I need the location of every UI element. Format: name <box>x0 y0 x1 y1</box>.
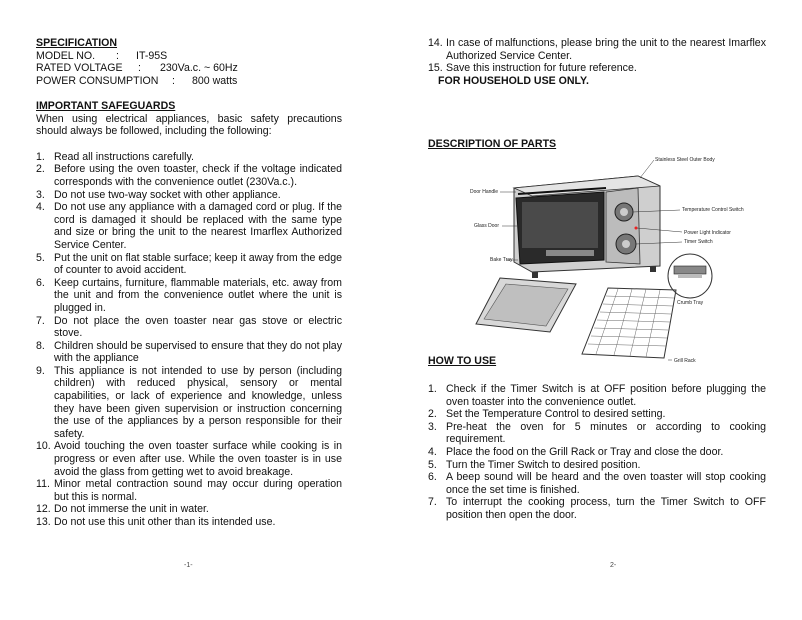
safeguard-item <box>36 163 342 188</box>
safeguard-item-number: 7. <box>36 314 45 327</box>
howto-step-text: Turn the Timer Switch to desired position. <box>446 458 641 471</box>
howto-step <box>428 459 766 472</box>
page-number-left: -1- <box>184 562 193 569</box>
safeguard-item-number: 11. <box>36 478 50 491</box>
label-bake-tray: Bake Tray <box>490 257 513 263</box>
safeguard-item <box>36 503 342 516</box>
safeguard-item-number: 9. <box>36 364 45 377</box>
safeguard-item <box>36 340 342 365</box>
howto-steps <box>428 383 766 522</box>
safeguard-item <box>36 365 342 441</box>
safeguard-item-text: This appliance is not intended to use by person (including children) with reduced physical, sensory or mental capabilities, or lack of experience and knowledge, unless they have been given supervision or instruction concerning the use of the appliances by a person responsible for their safety. <box>54 364 342 440</box>
safeguard-item-text: Before using the oven toaster, check if the voltage indicated corresponds with the convenience outlet (230Va.c.). <box>54 163 342 188</box>
safeguards-intro: When using electrical appliances, basic safety precautions should always be followed, including the following: <box>36 112 342 138</box>
label-timer: Timer Switch <box>684 239 713 245</box>
howto-step-number: 1. <box>428 383 437 395</box>
safeguard-item-number: 10. <box>36 440 51 453</box>
howto-step-number: 7. <box>428 496 437 509</box>
howto-step-number: 5. <box>428 458 437 471</box>
howto-step-text: Set the Temperature Control to desired setting. <box>446 408 666 421</box>
label-power-light: Power Light Indicator <box>684 230 731 236</box>
spec-heading: SPECIFICATION <box>36 37 118 49</box>
howto-step <box>428 408 766 421</box>
howto-step-number: 2. <box>428 408 437 421</box>
safeguard-item <box>36 201 342 251</box>
safeguard-item-text: Avoid touching the oven toaster surface while cooking is in progress or even after use. While the oven toaster is in use avoid the glass from getting wet to avoid breakage. <box>54 440 342 478</box>
household-note: FOR HOUSEHOLD USE ONLY. <box>438 75 589 87</box>
bake-tray-illustration <box>476 278 576 332</box>
safeguard-item <box>36 315 342 340</box>
safeguard-item-number: 4. <box>36 201 45 214</box>
label-grill-rack: Grill Rack <box>674 358 696 364</box>
label-temp-control: Temperature Control Switch <box>682 207 744 213</box>
parts-diagram <box>428 152 768 364</box>
safeguard-item-text: Do not place the oven toaster near gas stove or electric stove. <box>54 314 342 340</box>
safeguard-item-text: Children should be supervised to ensure that they do not play with the appliance <box>54 339 342 365</box>
howto-step-text: Pre-heat the oven for 5 minutes or according to cooking requirement. <box>446 420 766 446</box>
safeguard-item-number: 5. <box>36 251 45 264</box>
howto-step-text: Check if the Timer Switch is at OFF position before plugging the oven toaster into the convenience outlet. <box>446 383 766 408</box>
safeguard-item <box>428 62 766 75</box>
howto-step-text: To interrupt the cooking process, turn the Timer Switch to OFF position then open the door. <box>446 496 766 521</box>
safeguard-item <box>36 252 342 277</box>
grill-rack-illustration <box>582 288 676 358</box>
voltage-sep: : <box>138 62 141 75</box>
howto-step <box>428 421 766 446</box>
label-crumb-tray: Crumb Tray <box>677 300 704 306</box>
model-value: IT-95S <box>136 49 168 62</box>
safeguards-heading: IMPORTANT SAFEGUARDS <box>36 100 176 112</box>
oven-illustration <box>514 176 660 278</box>
howto-step-text: Place the food on the Grill Rack or Tray and close the door. <box>446 445 724 458</box>
parts-heading: DESCRIPTION OF PARTS <box>428 138 557 150</box>
voltage-value: 230Va.c. ~ 60Hz <box>160 62 238 75</box>
power-sep: : <box>172 74 175 87</box>
howto-heading: HOW TO USE <box>428 355 497 367</box>
model-row <box>36 50 346 63</box>
howto-step <box>428 446 766 459</box>
safeguard-item <box>36 151 342 164</box>
safeguard-item <box>36 189 342 202</box>
page-number-right: 2- <box>610 562 617 569</box>
safeguard-item-number: 13. <box>36 516 51 528</box>
model-sep: : <box>116 49 119 62</box>
safeguard-item <box>36 277 342 315</box>
howto-step <box>428 471 766 496</box>
crumb-tray-inset <box>668 254 712 298</box>
safeguard-item-number: 14. <box>428 37 443 49</box>
safeguard-item-number: 1. <box>36 150 45 163</box>
model-label: MODEL NO. <box>36 49 96 62</box>
safeguard-item-text: Save this instruction for future reference. <box>446 62 637 75</box>
safeguards-list <box>36 151 342 529</box>
safeguard-item-number: 2. <box>36 163 45 176</box>
label-outer-body: Stainless Steel Outer Body <box>655 157 715 163</box>
howto-step <box>428 383 766 408</box>
safeguard-item-text: Minor metal contraction sound may occur during operation but this is normal. <box>54 478 342 503</box>
howto-step-number: 3. <box>428 420 437 433</box>
howto-step-number: 6. <box>428 471 437 484</box>
power-label: POWER CONSUMPTION <box>36 74 159 87</box>
safeguard-item-number: 6. <box>36 276 45 289</box>
howto-step-number: 4. <box>428 445 437 458</box>
safeguard-item-number: 15. <box>428 62 443 75</box>
voltage-row <box>36 62 346 75</box>
safeguard-item-text: Put the unit on flat stable surface; keep it away from the edge of counter to avoid accident. <box>54 251 342 277</box>
voltage-label: RATED VOLTAGE <box>36 62 123 75</box>
safeguards-list-continued <box>428 37 766 75</box>
safeguard-item-text: Read all instructions carefully. <box>54 150 194 163</box>
safeguard-item <box>428 37 766 62</box>
safeguards-section <box>36 100 342 529</box>
safeguard-item-text: Do not use this unit other than its intended use. <box>54 516 276 528</box>
safeguard-item-text: Do not use two-way socket with other appliance. <box>54 188 281 201</box>
safeguard-item-text: In case of malfunctions, please bring the unit to the nearest Imarflex Authorized Service Center. <box>446 37 766 62</box>
howto-step <box>428 496 766 521</box>
safeguard-item-text: Do not use any appliance with a damaged cord or plug. If the cord is damaged it should be replaced with the same type and size or bring the unit to the nearest Imarflex Authorized Service Center. <box>54 201 342 251</box>
safeguard-item-text: Do not immerse the unit in water. <box>54 503 209 516</box>
safeguard-item <box>36 440 342 478</box>
power-row <box>36 75 346 88</box>
safeguard-item-number: 8. <box>36 339 45 352</box>
safeguard-item-number: 3. <box>36 188 45 201</box>
power-value: 800 watts <box>192 74 238 87</box>
howto-step-text: A beep sound will be heard and the oven toaster will stop cooking once the set time is finished. <box>446 471 766 496</box>
safeguard-item <box>36 478 342 503</box>
label-glass-door: Glass Door <box>474 223 500 229</box>
label-door-handle: Door Handle <box>470 189 499 195</box>
safeguard-item-text: Keep curtains, furniture, flammable materials, etc. away from the unit and from the convenience outlet where the unit is plugged in. <box>54 276 342 314</box>
specification-section <box>36 37 346 87</box>
safeguard-item <box>36 516 342 529</box>
safeguard-item-number: 12. <box>36 503 51 516</box>
